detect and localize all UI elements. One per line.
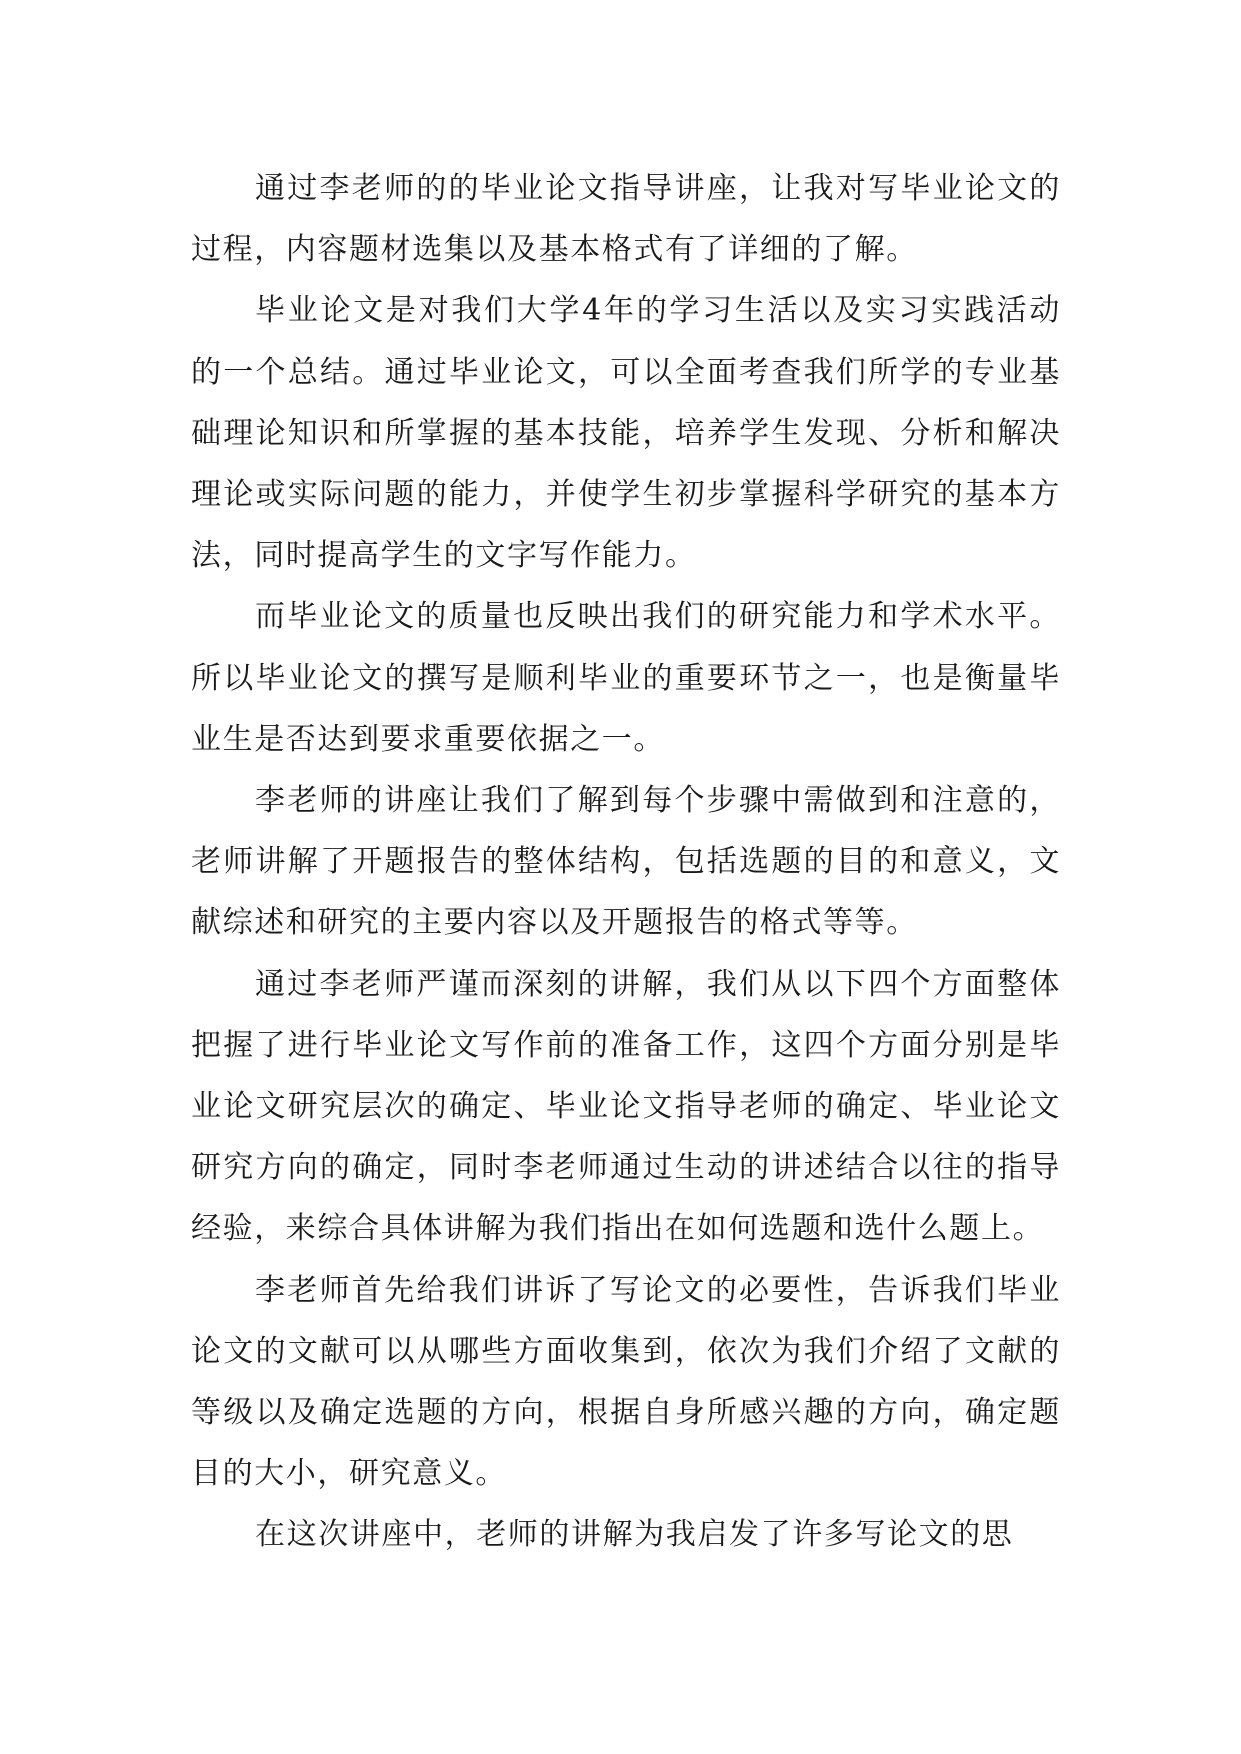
paragraph-2: 毕业论文是对我们大学4年的学习生活以及实习实践活动的一个总结。通过毕业论文，可以全面考查我们所学的专业基础理论知识和所掌握的基本技能，培养学生发现、分析和解决理论或实际问题的能力，并使学生初步掌握科学研究的基本方法，同时提高学生的文字写作能力。 bbox=[191, 293, 1061, 574]
paragraph-7: 在这次讲座中，老师的讲解为我启发了许多写论文的思 bbox=[255, 1517, 1014, 1553]
paragraph-6: 李老师首先给我们讲诉了写论文的必要性，告诉我们毕业论文的文献可以从哪些方面收集到，依次为我们介绍了文献的等级以及确定选题的方向，根据自身所感兴趣的方向，确定题目的大小，研究意义。 bbox=[191, 1272, 1061, 1492]
paragraph-5: 通过李老师严谨而深刻的讲解，我们从以下四个方面整体把握了进行毕业论文写作前的准备工作，这四个方面分别是毕业论文研究层次的确定、毕业论文指导老师的确定、毕业论文研究方向的确定，同时李老师通过生动的讲述结合以往的指导经验，来综合具体讲解为我们指出在如何选题和选什么题上。 bbox=[191, 966, 1061, 1247]
document-body bbox=[191, 158, 1061, 1566]
paragraph-4: 李老师的讲座让我们了解到每个步骤中需做到和注意的，老师讲解了开题报告的整体结构，包括选题的目的和意义，文献综述和研究的主要内容以及开题报告的格式等等。 bbox=[191, 783, 1061, 941]
paragraph-1: 通过李老师的的毕业论文指导讲座，让我对写毕业论文的过程，内容题材选集以及基本格式有了详细的了解。 bbox=[191, 171, 1061, 268]
paragraph-3: 而毕业论文的质量也反映出我们的研究能力和学术水平。所以毕业论文的撰写是顺利毕业的重要环节之一，也是衡量毕业生是否达到要求重要依据之一。 bbox=[191, 599, 1061, 757]
